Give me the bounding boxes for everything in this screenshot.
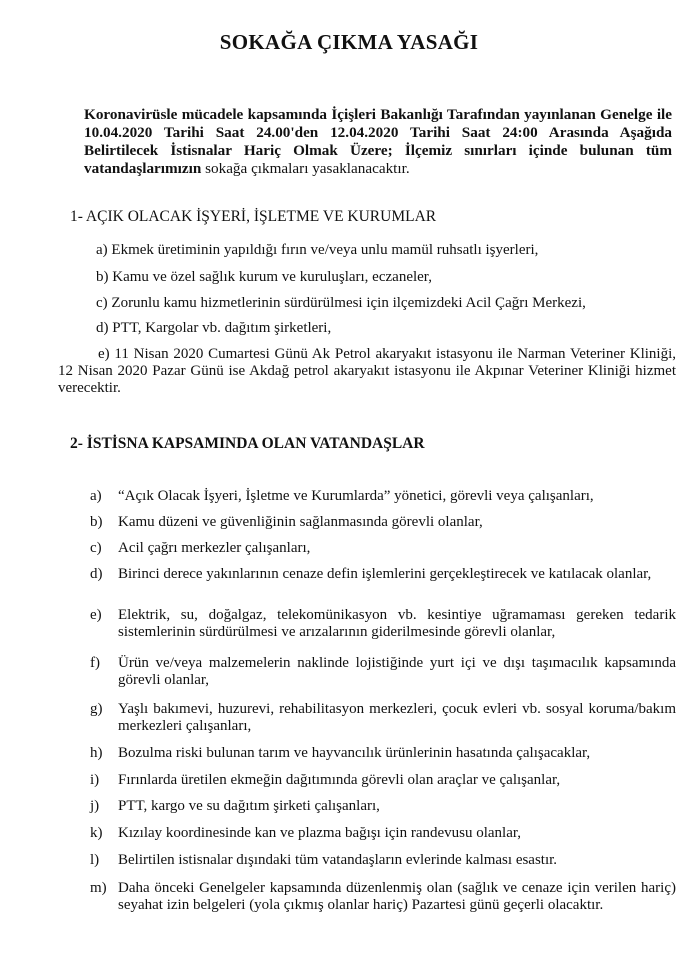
list-item: a) Ekmek üretiminin yapıldığı fırın ve/veya unlu mamül ruhsatlı işyerleri, xyxy=(96,242,539,258)
item-label: c) xyxy=(90,540,102,556)
list-item xyxy=(90,825,676,842)
list-item xyxy=(90,745,676,762)
list-item xyxy=(90,880,676,914)
item-text: Kızılay koordinesinde kan ve plazma bağışı için randevusu olanlar, xyxy=(118,825,522,841)
section2-heading: 2- İSTİSNA KAPSAMINDA OLAN VATANDAŞLAR xyxy=(70,435,425,452)
list-item: e) 11 Nisan 2020 Cumartesi Günü Ak Petrol akaryakıt istasyonu ile Narman Veteriner Kliniği, 12 Nisan 2020 Pazar Günü ise Akdağ petrol akaryakıt istasyonu ile Akpınar Veteriner Kliniği hizmet verecektir. xyxy=(58,346,676,396)
item-text: Ürün ve/veya malzemelerin naklinde lojistiğinde yurt içi ve dışı taşımacılık kapsamında görevli olanlar, xyxy=(118,655,676,688)
item-label: m) xyxy=(90,880,107,896)
item-label: a) xyxy=(90,488,102,504)
intro-bold-text: Koronavirüsle mücadele kapsamında İçişleri Bakanlığı Tarafından yayınlanan Genelge ile 10.04.2020 Tarihi Saat 24.00'den 12.04.2020 Tarihi Saat 24:00 Arasında Aşağıda Belirtilecek İstisnalar Hariç Olmak Üzere; İlçemiz sınırları içinde bulunan tüm vatandaşlarımızın xyxy=(84,106,672,177)
list-item xyxy=(90,772,676,789)
item-text: Kamu düzeni ve güvenliğinin sağlanmasında görevli olanlar, xyxy=(118,514,483,530)
list-item xyxy=(90,607,676,641)
item-text: Fırınlarda üretilen ekmeğin dağıtımında görevli olan araçlar ve çalışanlar, xyxy=(118,772,561,788)
item-text: PTT, kargo ve su dağıtım şirketi çalışanları, xyxy=(118,798,380,814)
item-text: Yaşlı bakımevi, huzurevi, rehabilitasyon merkezleri, çocuk evleri vb. sosyal koruma/bakım merkezleri çalışanları, xyxy=(118,701,676,734)
list-item xyxy=(90,701,676,735)
item-label: k) xyxy=(90,825,103,841)
page-title: SOKAĞA ÇIKMA YASAĞI xyxy=(219,30,479,54)
item-label: j) xyxy=(90,798,100,814)
item-label: f) xyxy=(90,655,100,671)
list-item xyxy=(90,655,676,689)
item-text: “Açık Olacak İşyeri, İşletme ve Kurumlarda” yönetici, görevli veya çalışanları, xyxy=(118,488,594,504)
item-text: Bozulma riski bulunan tarım ve hayvancılık ürünlerinin hasatında çalışacaklar, xyxy=(118,745,591,761)
item-label: g) xyxy=(90,701,103,717)
item-text: Acil çağrı merkezler çalışanları, xyxy=(118,540,311,556)
item-text: Daha önceki Genelgeler kapsamında düzenlenmiş olan (sağlık ve cenaze için verilen hariç) seyahat izin belgeleri (yola çıkmış olanlar hariç) Pazartesi günü geçerli olacaktır. xyxy=(118,880,676,913)
item-label: d) xyxy=(90,566,103,582)
list-item: d) PTT, Kargolar vb. dağıtım şirketleri, xyxy=(96,320,332,336)
list-item xyxy=(90,852,676,869)
list-item: c) Zorunlu kamu hizmetlerinin sürdürülmesi için ilçemizdeki Acil Çağrı Merkezi, xyxy=(96,295,586,311)
item-label: i) xyxy=(90,772,100,788)
list-item xyxy=(90,798,676,815)
item-label: b) xyxy=(90,514,103,530)
item-label: l) xyxy=(90,852,100,868)
section1-heading: 1- AÇIK OLACAK İŞYERİ, İŞLETME VE KURUMLAR xyxy=(70,208,437,225)
item-text: Birinci derece yakınlarının cenaze defin işlemlerini gerçekleştirecek ve katılacak olanlar, xyxy=(118,566,652,582)
item-text: Elektrik, su, doğalgaz, telekomünikasyon vb. kesintiye uğramaması gereken tedarik sistemlerinin sürdürülmesi ve arızalarının giderilmesinde görevli olanlar, xyxy=(118,607,676,640)
item-text: Belirtilen istisnalar dışındaki tüm vatandaşların evlerinde kalması esastır. xyxy=(118,852,558,868)
list-item xyxy=(90,566,676,583)
list-item: b) Kamu ve özel sağlık kurum ve kuruluşları, eczaneler, xyxy=(96,269,432,285)
item-label: e) xyxy=(90,607,102,623)
list-item xyxy=(90,540,676,557)
list-item xyxy=(90,514,676,531)
item-label: h) xyxy=(90,745,103,761)
intro-normal-text: sokağa çıkmaları yasaklanacaktır. xyxy=(201,160,410,177)
intro-paragraph xyxy=(84,106,672,178)
list-item xyxy=(90,488,676,505)
